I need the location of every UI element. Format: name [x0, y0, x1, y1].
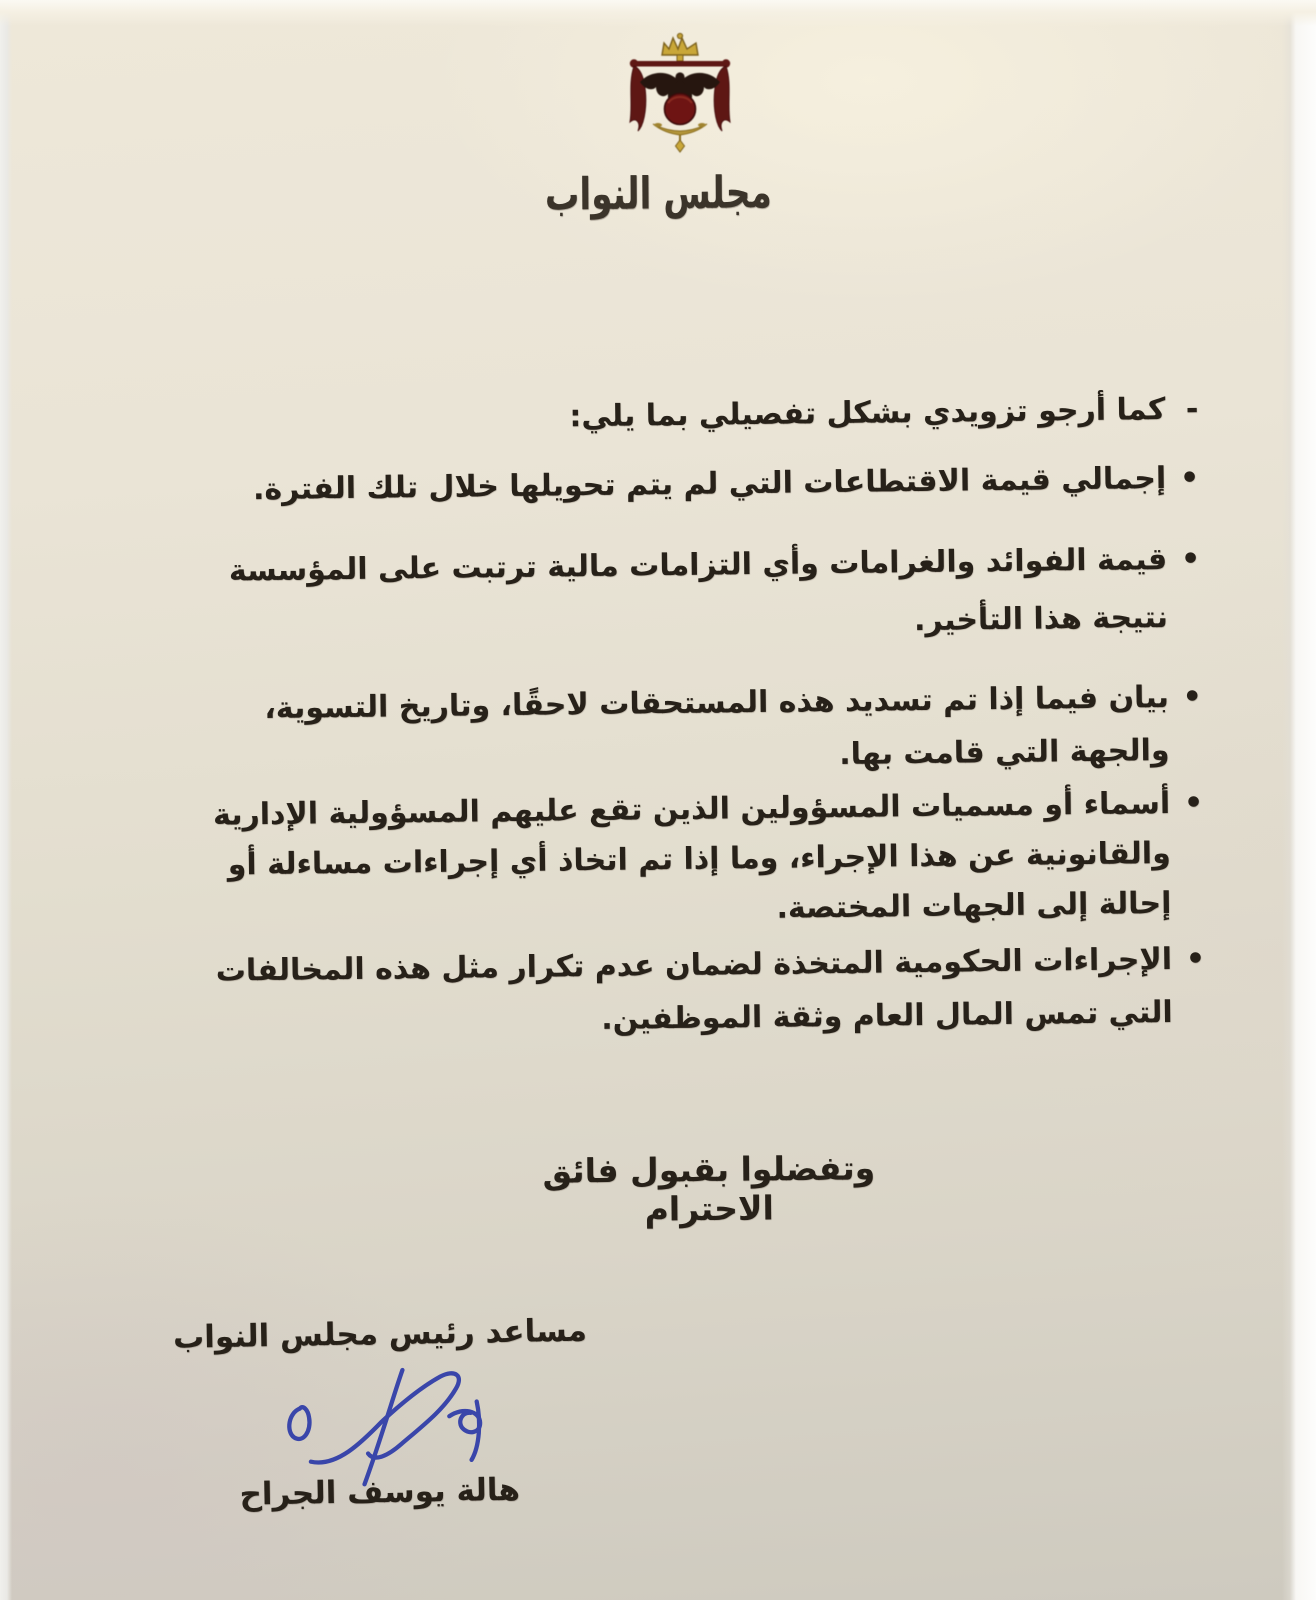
bullet-marker: • — [1182, 679, 1203, 715]
org-name-calligraphy: مجلس النواب — [544, 167, 772, 221]
signature-block — [160, 1312, 621, 1513]
bullet-item — [167, 933, 1206, 1051]
bullet-text: الإجراءات الحكومية المتخذة لضمان عدم تكرار مثل هذه المخالفات التي تمس المال العام وثقة الموظفين. — [215, 941, 1173, 1037]
bullet-marker: • — [1180, 541, 1201, 577]
letter-body — [160, 383, 1206, 1051]
bullet-marker: • — [1185, 941, 1206, 977]
bullet-item — [165, 779, 1204, 941]
intro-text: كما أرجو تزويدي بشكل تفصيلي بما يلي: — [569, 391, 1166, 435]
dash-marker: - — [1185, 391, 1199, 427]
bullet-text: أسماء أو مسميات المسؤولين الذين تقع عليهم المسؤولية الإدارية والقانونية عن هذا الإجراء، وما إذا تم اتخاذ أي إجراءات مساءلة أو إحالة إلى الجهات المختصة. — [212, 785, 1172, 926]
bullet-item — [161, 452, 1200, 517]
signer-name: هالة يوسف الجراح — [239, 1471, 521, 1513]
bullet-text: قيمة الفوائد والغرامات وأي التزامات مالية ترتبت على المؤسسة نتيجة هذا التأخير. — [228, 541, 1169, 639]
bullet-item — [164, 671, 1203, 789]
jordan-coat-of-arms-emblem — [625, 31, 735, 155]
closing-line: وتفضلوا بقبول فائق الاحترام — [542, 1148, 876, 1229]
bullet-text: إجمالي قيمة الاقتطاعات التي لم يتم تحويلها خلال تلك الفترة. — [252, 460, 1167, 508]
bullet-text: بيان فيما إذا تم تسديد هذه المستحقات لاحقًا، وتاريخ التسوية، والجهة التي قامت بها. — [264, 679, 1170, 773]
bullet-marker: • — [1183, 785, 1204, 821]
signer-title: مساعد رئيس مجلس النواب — [172, 1312, 588, 1356]
bullet-item — [162, 531, 1201, 659]
intro-line — [160, 383, 1199, 448]
bullet-marker: • — [1179, 460, 1200, 496]
